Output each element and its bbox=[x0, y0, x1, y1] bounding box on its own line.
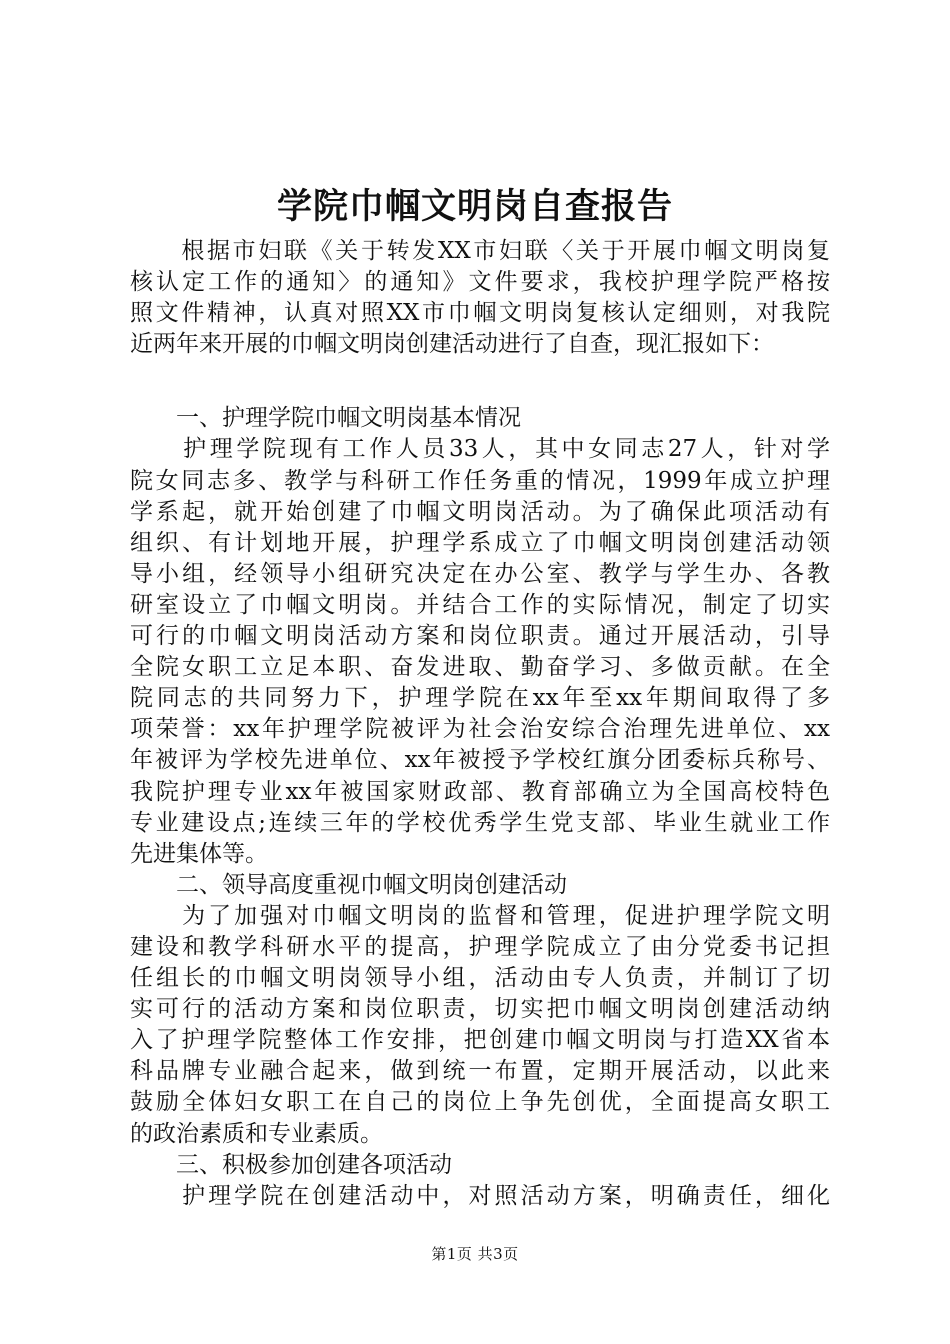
body-text-line: 组织、有计划地开展，护理学系成立了巾帼文明岗创建活动领 bbox=[130, 529, 830, 556]
body-text-line: 护理学院现有工作人员33人，其中女同志27人，针对学 bbox=[130, 436, 830, 463]
body-text-line: 的政治素质和专业素质。 bbox=[130, 1120, 383, 1147]
body-text-line: 一、护理学院巾帼文明岗基本情况 bbox=[130, 405, 521, 432]
body-text-line: 全院女职工立足本职、奋发进取、勤奋学习、多做贡献。在全 bbox=[130, 654, 830, 681]
body-text-line: 核认定工作的通知〉的通知》文件要求，我校护理学院严格按 bbox=[130, 269, 830, 296]
body-text-line: 为了加强对巾帼文明岗的监督和管理，促进护理学院文明 bbox=[130, 902, 830, 929]
body-text-line: 专业建设点;连续三年的学校优秀学生党支部、毕业生就业工作 bbox=[130, 809, 830, 836]
page-footer: 第1页 共3页 bbox=[431, 1245, 519, 1263]
body-text-line: 项荣誉：xx年护理学院被评为社会治安综合治理先进单位、xx bbox=[130, 716, 830, 743]
body-text-line: 三、积极参加创建各项活动 bbox=[130, 1151, 452, 1178]
body-text-line: 先进集体等。 bbox=[130, 840, 268, 867]
body-text-line: 入了护理学院整体工作安排，把创建巾帼文明岗与打造XX省本 bbox=[130, 1027, 830, 1054]
body-text-line: 根据市妇联《关于转发XX市妇联〈关于开展巾帼文明岗复 bbox=[130, 238, 830, 264]
document-title: 学院巾帼文明岗自查报告 bbox=[276, 186, 673, 227]
body-text-line: 近两年来开展的巾帼文明岗创建活动进行了自查，现汇报如下： bbox=[130, 331, 774, 358]
body-text-line: 院女同志多、教学与科研工作任务重的情况，1999年成立护理 bbox=[130, 467, 830, 494]
body-text-line: 照文件精神，认真对照XX市巾帼文明岗复核认定细则，对我院 bbox=[130, 300, 830, 327]
body-text-line: 建设和教学科研水平的提高，护理学院成立了由分党委书记担 bbox=[130, 933, 830, 960]
body-text-line: 任组长的巾帼文明岗领导小组，活动由专人负责，并制订了切 bbox=[130, 965, 830, 992]
body-text-line: 学系起，就开始创建了巾帼文明岗活动。为了确保此项活动有 bbox=[130, 498, 830, 525]
document-body bbox=[130, 236, 830, 1212]
body-text-line: 导小组，经领导小组研究决定在办公室、教学与学生办、各教 bbox=[130, 560, 830, 587]
body-text-line: 院同志的共同努力下，护理学院在xx年至xx年期间取得了多 bbox=[130, 685, 830, 712]
body-text-line: 护理学院在创建活动中，对照活动方案，明确责任，细化 bbox=[130, 1182, 830, 1209]
blank-line bbox=[130, 360, 830, 403]
body-text-line: 鼓励全体妇女职工在自己的岗位上争先创优，全面提高女职工 bbox=[130, 1089, 830, 1116]
body-text-line: 年被评为学校先进单位、xx年被授予学校红旗分团委标兵称号、 bbox=[130, 747, 830, 774]
body-text-line: 我院护理专业xx年被国家财政部、教育部确立为全国高校特色 bbox=[130, 778, 830, 805]
body-text-line: 实可行的活动方案和岗位职责，切实把巾帼文明岗创建活动纳 bbox=[130, 996, 830, 1023]
body-text-line: 可行的巾帼文明岗活动方案和岗位职责。通过开展活动，引导 bbox=[130, 623, 830, 650]
body-text-line: 二、领导高度重视巾帼文明岗创建活动 bbox=[130, 871, 567, 898]
body-text-line: 研室设立了巾帼文明岗。并结合工作的实际情况，制定了切实 bbox=[130, 591, 830, 618]
body-text-line: 科品牌专业融合起来，做到统一布置，定期开展活动，以此来 bbox=[130, 1058, 830, 1085]
